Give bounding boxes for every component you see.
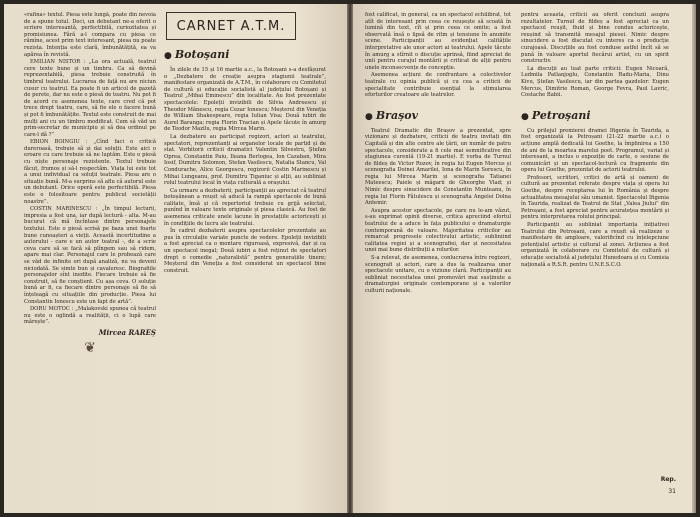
left-paragraph-1: «rafina» textul. Piesa este lungă, poate din nevoia de a spune totul. Deci, un debutant ne-a oferit o scriere interesantă, perfectibilă, curiozitatea și promisiunea. Fără a-l compara cu piesa ce rămîne, acest prim text interesant, piesa nu poate rezista. Intenția este clară, îmbunătățită, ea va apărea în revistă. <box>24 12 156 58</box>
left-page <box>4 4 347 513</box>
right-page <box>353 4 696 513</box>
carnet-title-box <box>166 12 296 40</box>
botosani-paragraph-4: În cadrul dezbaterii asupra spectacolelor prezentate au pus în circulație variate puncte de vedere. Epoleții invizibili a fost apreciat ca o montare riguroasă, expresivă, dar și ca un spectacol inegal; Două iubiri a fost reținut de spectatori drept o comedie „naturalistă” pentru generațiile tinere; Meșterul din Veneția a fost considerat un spectacol bine construit. <box>164 228 326 274</box>
brasov-paragraph-2: Asupra acestor spectacole, pe care nu le-am văzut, s-au exprimat opinii diverse, critica apreciind efortul teatrului de a aduce în fața publicului o dramaturgie contemporană de valoare. Majoritatea criticilor au remarcat progresele colectivului artistic, subliniind calitatea regiei și a scenografiei, dar și necesitatea unei mai bune distribuții a rolurilor. <box>365 207 511 254</box>
left-paragraph-5: DORU MOTOC : „Malakovski spunea că teatrul nu este o oglindă a realității, ci o lupă care mărește”. <box>24 306 156 326</box>
right-column-2 <box>521 12 669 482</box>
carnet-column <box>164 12 326 507</box>
brasov-continued-2: La discuții au luat parte criticii: Eugen Nicoară, Ludmila Patlanjoglu, Constantin Radu-Maria, Dinu Kivu, Ștefan Vasilescu, iar din partea gazdelor: Eugen Mercus, Dimitrie Roman, George Fevra, Paul Lavric, Costache Babii. <box>521 65 669 99</box>
author-signature: Mircea RAREȘ <box>98 327 156 337</box>
bullet-icon: ● <box>164 51 172 61</box>
petrosani-paragraph-2: Profesori, scriitori, critici de artă și oameni de cultură au prezentat referate despre viața și opera lui Goethe, despre receptarea lui în România și despre actualitatea mesajului său umanist. Spectacolul Ifigenia în Taurida, realizat de Teatrul de Stat „Valea Jiului” din Petroșani, a fost apreciat pentru acuratețea montării și pentru interpretarea rolului principal. <box>521 174 669 221</box>
section-title-text: Botoșani <box>174 48 230 61</box>
brasov-paragraph-3: S-a relevat, de asemenea, conlucrarea între regizori, scenografi și actori, care a dus la realizarea unor spectacole unitare, cu o viziune clară. Participanții au subliniat necesitatea unei promovări mai susținute a dramaturgiei originale contemporane și a valorilor culturii naționale. <box>365 255 511 294</box>
brasov-paragraph-1: Teatrul Dramatic din Brașov a prezentat, spre vizionare și dezbatere, criticii de teatru invitați din Capitală și din alte centre ale țării, un număr de patru spectacole, considerate a fi cele mai semnificative din stagiunea curentă (19-21 martie). E vorba de Turnul de fildeș de Victor Rozov, în regia lui Eugen Mercus și scenografia Doinei Amarilei, Iona de Marin Sorescu, în regia lui Mircea Marin și scenografia Tatianei Mateescu; Paiele și măgarii de Gheorghe Vlad; și Nimic despre sinucidere de Constantin Munteanu, în regia lui Florin Fătulescu și scenografia Angelei Dolna Antemir. <box>365 127 511 207</box>
decorative-ornament-icon: ❦ <box>84 339 96 356</box>
left-column <box>24 12 156 507</box>
left-paragraph-2: EMILIAN NISTOR : „La ora actuală, teatrul cere texte bune și un timbru. Ca să devină reprezentabilă, piesa trebuie construită în timbrul teatrului. Lucrarea de față nu are niciun cusur cu teatrul. Ea poate fi un articol de gazetă de perete, dar nu este o piesă de teatru. Nu pot fi de acord cu asemenea texte, care cred că pot trece drept teatru, care, să fie ele o facere bună și pot fi îmbunătățite. Textul este construit de mai mulți ani cu un timbru modificat. Cum să văd un prim-secretar de municipiu și să dea ordinul pe care-l dă ?” <box>24 59 156 138</box>
page-number: 31 <box>668 488 676 495</box>
botosani-paragraph-3: Ca urmare a dezbaterii, participanții au apreciat că teatrul botoșănean a reușit să aducă la rampă spectacole de bună calitate, însă și că repertoriul trebuie cu grijă selectat, punînd în valoare texte originale și piesa clasică. Au fost de asemenea criticate unele lacune în prestațiile actoricești și în condițiile de lucru ale teatrului. <box>164 187 326 227</box>
left-paragraph-4: COSTIN MARINESCU : „În timpul lecturii, impresia a fost una, iar după lectură - alta. M-au bucurat că mă încîntase dintre personajele textului. Este o piesă scrisă pe baza unei foarte bune cunoașteri a vieții. Această incertitudine a autorului - care e un autor teatral -, de a scrie ceva care să se facă să plîngem sau să ridem, apare mai clar. Personajul care le probează care se văd de infinite ori după analiză, nu va deveni niciodată. Se simte bun și cavaleresc. Biografiile personajelor sînt inedite. Fiecare trebuie să fie construit, să fie conștient. Cu așa ceva. O soluție bună ar fi, ca fiecare dintre personaje să fie să înțeleagă cu situațiile din producție. Piesa lui Constantin Ionescu este un fapt de artă”. <box>24 206 156 305</box>
magazine-spread <box>4 4 696 513</box>
botosani-continued-2: Asemenea acțiuni de confruntare a colectivelor teatrale cu opinia publică și cu cea a criticii de specialitate contribuie esențial la stimularea eforturilor creatoare ale teatrelor. <box>365 72 511 99</box>
botosani-continued-1: fost calificat, în general, ca un spectacol echilibrat, tot atît de interesant prin ceea ce reușește să scoată în lumină din text, cît și prin ceea ce omite; a fost observată însă o lipsă de ritm și tensiune în anumite scene. Participanții au evidențiat calitățile interpretative ale unor actori ai teatrului. Apele tăcute în amurg a stîrnit o discuție aprinsă, fiind apreciat de unii pentru curajul montării și criticat de alții pentru unele inconsecvențe de concepție. <box>365 12 511 71</box>
petrosani-paragraph-3: Participanții au subliniat importanța inițiativei Teatrului din Petroșani, care a reușit să realizeze o manifestare de amploare, valorificînd cu înțelepciune potențialul artistic și cultural al zonei. Acțiunea a fost organizată în colaborare cu Comitetul de cultură și educație socialistă al județului Hunedoara și cu Comisia națională a R.S.R. pentru U.N.E.S.C.O. <box>521 222 669 268</box>
left-paragraph-3: EBION BOINGIU : „Cînd faci o critică dureroasă, trebuie să și dai soluții. Este aici o eroare cu care trebuie să ne luptăm. Este o piesă cu niște personaje rezistente. Textul trebuie făcut, frumos și să-l respectăm. Viața lui este tot a unui individual ca soluții teatrale. Piesa are o situație bună. M-a surprins să aflu că autorul este un debutant. Orice operă este perfectibilă. Piesa este o folositoare pentru publicul societății noastre”. <box>24 139 156 205</box>
carnet-title: CARNET A.T.M. <box>176 18 286 34</box>
petrosani-paragraph-1: Cu prilejul premierei dramei Ifigenia în Taurida, a fost organizată la Petroșani (21-22 martie a.c.) o acțiune amplă dedicată lui Goethe, la împlinirea a 150 de ani de la moartea marelui poet. Programul, variat și interesant, a inclus o expoziție de carte, o sesiune de comunicări și un spectacol-lectură cu fragmente din opera lui Goethe, prezentat de actorii teatrului. <box>521 127 669 174</box>
section-heading-botosani <box>164 48 326 63</box>
brasov-continued-1: pentru aceasta, criticii au oferit concluzii asupra rezultatelor. Turnul de fildeș a fost apreciat ca un spectacol reușit, fluid și bine condus actoricește, reușind să transmită mesajul piesei. Nimic despre sinucidere a fost discutat cu interes ca o producție curajoasă. Discuțiile au fost conduse astfel încît să se pună în valoare aportul fiecărui artist, cu un spirit constructiv. <box>521 12 669 65</box>
bullet-icon: ● <box>365 111 373 122</box>
botosani-paragraph-2: La dezbatere au participat regizori, actori ai teatrului, spectatori, reprezentanți ai organelor locale de partid și de stat. Vorbitorii criticii dramatici Valentin Silvestru, Ștefan Oprea, Constantin Paiu, Ileana Berlogea, Ion Cazaban, Mira Iosif, Dumitru Solomon, Stefan Vasilescu, Natalia Stancu, Val Condurache, Alice Georgescu, regizorii Costin Marinescu și Mihai Lungeanu, prof. Dumitru Țiganiuc și alții, au subliniat rolul teatrului local în viața culturală a orașului. <box>164 133 326 187</box>
bullet-icon: ● <box>521 111 529 122</box>
reporter-signature: Rep. <box>660 476 676 483</box>
section-heading-brasov <box>365 109 511 124</box>
section-title-text: Petroșani <box>531 108 591 122</box>
section-heading-petrosani <box>521 109 669 124</box>
book-page-edge <box>692 4 696 513</box>
botosani-paragraph-1: În zilele de 15 și 16 martie a.c., la Botoșani s-a desfășurat o „Dezbatere de creație asupra stagiunii teatrale”, manifestare organizată de A.T.M., în colaborare cu Comitetul de cultură și educație socialistă al județului Botoșani și Teatrul „Mihai Eminescu” din localitate. Au fost prezentate spectacolele: Epoleții invizibili de Silvia Andreescu și Theodor Mănescu, regia Cezar Ionescu; Meșterul din Veneția de William Shakespeare, regia Iulian Visa; Două iubiri de Aurel Baranga; regia Florin Tracian și Apele tăcute în amurg de Teodor Mazilu, regia Mircea Marin. <box>164 67 326 133</box>
section-title-text: Brașov <box>375 108 419 122</box>
right-column-1 <box>365 12 511 507</box>
botosani-section <box>164 44 326 504</box>
